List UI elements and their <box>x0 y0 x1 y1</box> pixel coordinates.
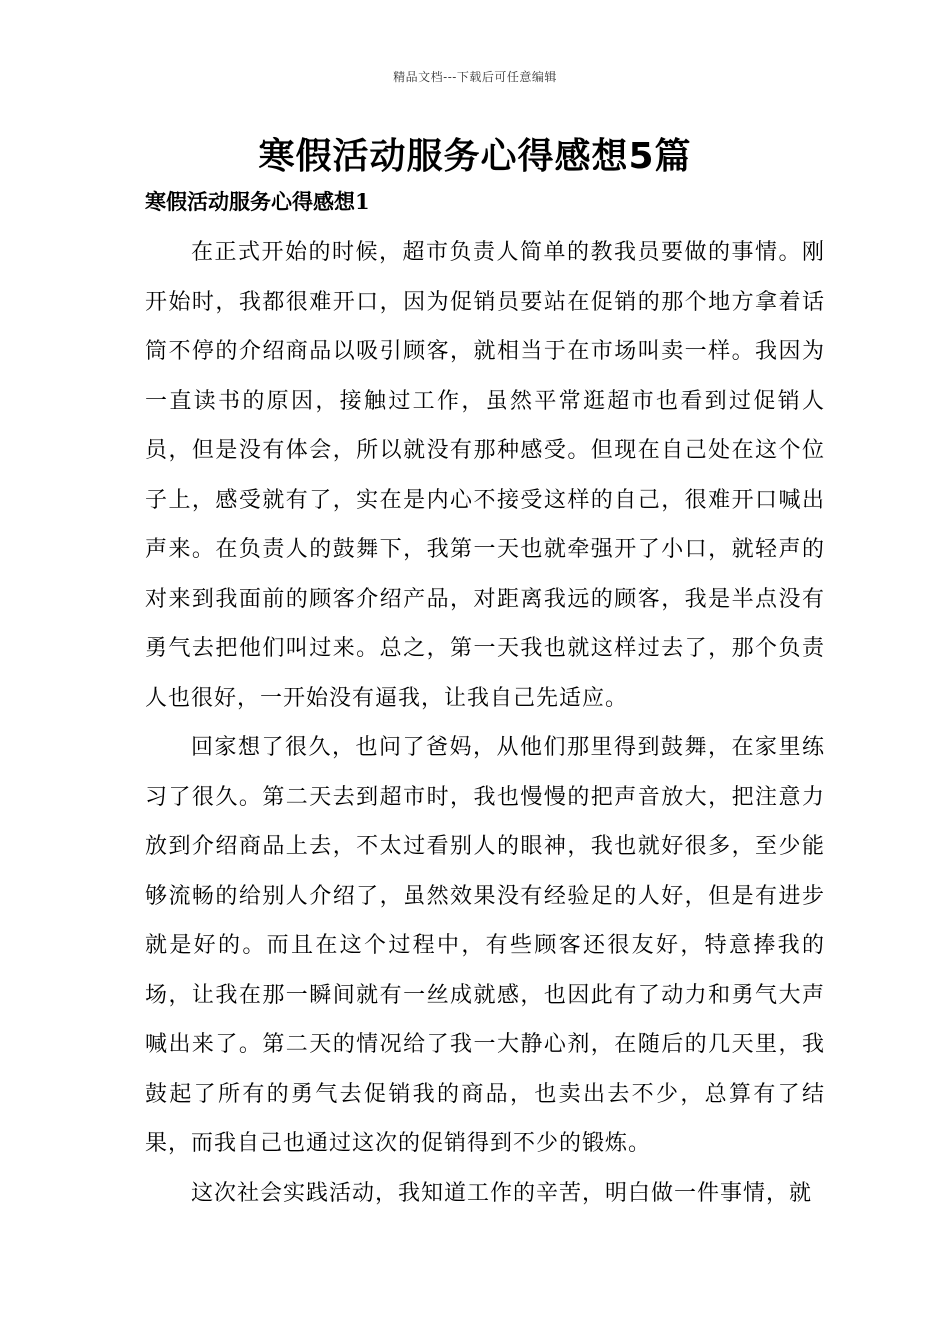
header-note: 精品文档---下载后可任意编辑 <box>393 70 557 84</box>
body-text <box>145 228 825 1218</box>
document-title: 寒假活动服务心得感想5篇 <box>258 136 692 177</box>
paragraph: 这次社会实践活动，我知道工作的辛苦，明白做一件事情，就 <box>191 1180 813 1206</box>
paragraph: 回家想了很久，也问了爸妈，从他们那里得到鼓舞，在家里练习了很久。第二天去到超市时，我也慢慢的把声音放大，把注意力放到介绍商品上去，不太过看别人的眼神，我也就好很多，至少能够流畅的给别人介绍了，虽然效果没有经验足的人好，但是有进步就是好的。而且在这个过程中，有些顾客还很友好，特意捧我的场，让我在那一瞬间就有一丝成就感，也因此有了动力和勇气大声喊出来了。第二天的情况给了我一大静心剂，在随后的几天里，我鼓起了所有的勇气去促销我的商品，也卖出去不少，总算有了结果，而我自己也通过这次的促销得到不少的锻炼。 <box>145 735 825 1156</box>
paragraph: 在正式开始的时候，超市负责人简单的教我员要做的事情。刚开始时，我都很难开口，因为促销员要站在促销的那个地方拿着话筒不停的介绍商品以吸引顾客，就相当于在市场叫卖一样。我因为一直读书的原因，接触过工作，虽然平常逛超市也看到过促销人员，但是没有体会，所以就没有那种感受。但现在自己处在这个位子上，感受就有了，实在是内心不接受这样的自己，很难开口喊出声来。在负责人的鼓舞下，我第一天也就牵强开了小口，就轻声的对来到我面前的顾客介绍产品，对距离我远的顾客，我是半点没有勇气去把他们叫过来。总之，第一天我也就这样过去了，那个负责人也很好，一开始没有逼我，让我自己先适应。 <box>145 240 825 711</box>
section-heading: 寒假活动服务心得感想1 <box>145 189 370 214</box>
